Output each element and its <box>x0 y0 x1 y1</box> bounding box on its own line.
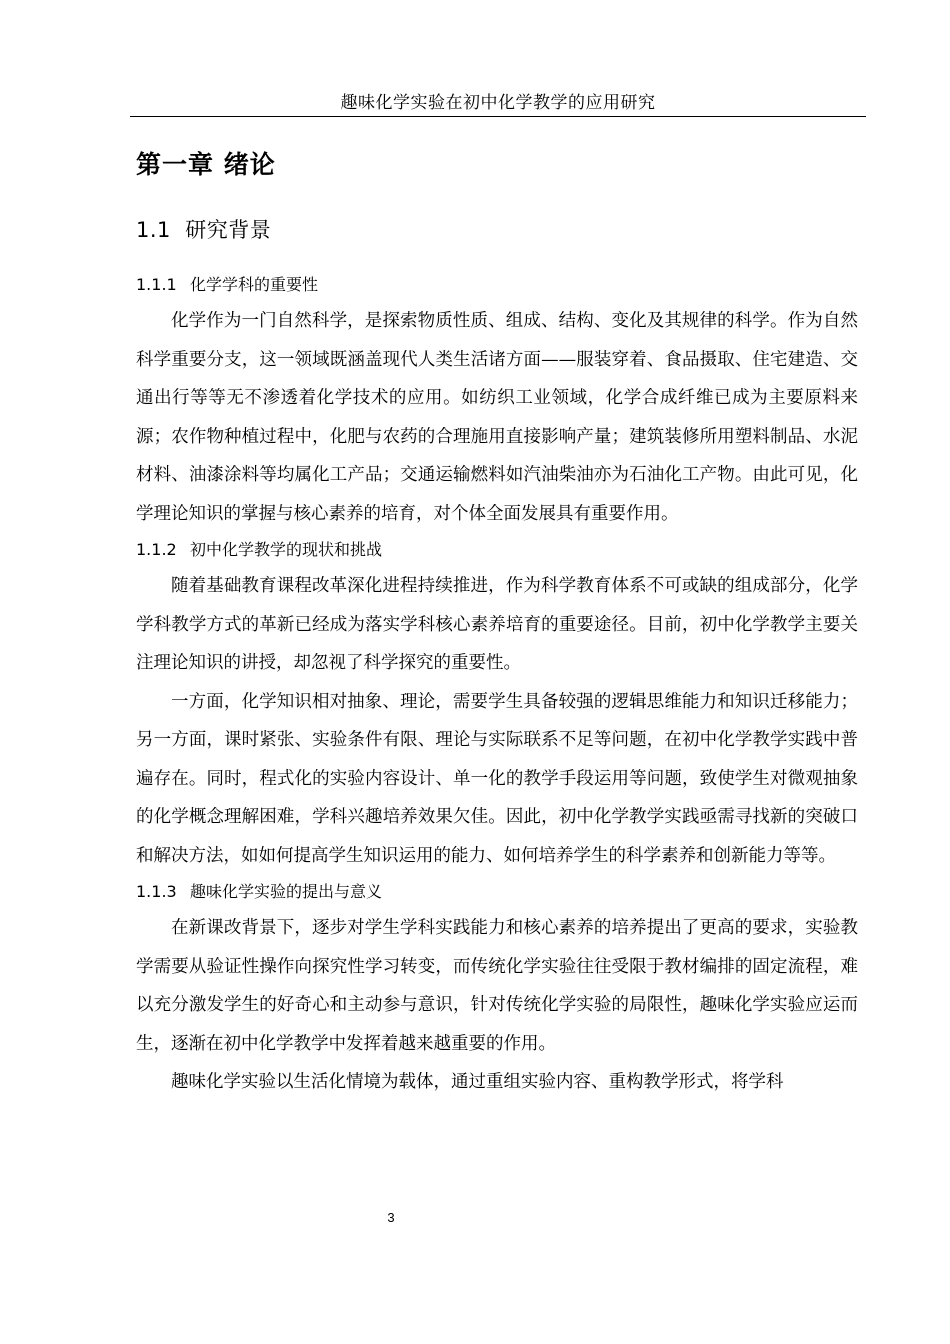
header-rule <box>130 116 866 117</box>
subsection-title: 初中化学教学的现状和挑战 <box>190 540 383 559</box>
subsection-heading-3 <box>136 875 858 909</box>
subsection-number: 1.1.2 <box>136 540 177 559</box>
section-number: 1.1 <box>136 218 171 242</box>
subsection-title: 趣味化学实验的提出与意义 <box>190 882 383 901</box>
subsection-heading-2 <box>136 533 858 567</box>
paragraph: 趣味化学实验以生活化情境为载体，通过重组实验内容、重构教学形式，将学科 <box>171 1072 784 1092</box>
page-number: 3 <box>387 1210 395 1225</box>
subsection-heading-1 <box>136 268 858 302</box>
paragraph: 一方面，化学知识相对抽象、理论，需要学生具备较强的逻辑思维能力和知识迁移能力；另一方面，课时紧张、实验条件有限、理论与实际联系不足等问题，在初中化学教学实践中普遍存在。同时，程式化的实验内容设计、单一化的教学手段运用等问题，致使学生对微观抽象的化学概念理解困难，学科兴趣培养效果欠佳。因此，初中化学教学实践亟需寻找新的突破口和解决方法，如如何提高学生知识运用的能力、如何培养学生的科学素养和创新能力等等。 <box>136 691 858 866</box>
subsection-title: 化学学科的重要性 <box>190 275 319 294</box>
section-title: 研究背景 <box>185 218 272 242</box>
section-heading <box>136 192 858 268</box>
subsection-number: 1.1.1 <box>136 275 177 294</box>
page-content <box>136 138 858 1102</box>
paragraph: 化学作为一门自然科学，是探索物质性质、组成、结构、变化及其规律的科学。作为自然科学重要分支，这一领域既涵盖现代人类生活诸方面——服装穿着、食品摄取、住宅建造、交通出行等等无不渗透着化学技术的应用。如纺织工业领域，化学合成纤维已成为主要原料来源；农作物种植过程中，化肥与农药的合理施用直接影响产量；建筑装修所用塑料制品、水泥材料、油漆涂料等均属化工产品；交通运输燃料如汽油柴油亦为石油化工产物。由此可见，化学理论知识的掌握与核心素养的培育，对个体全面发展具有重要作用。 <box>136 311 858 524</box>
paragraph: 在新课改背景下，逐步对学生学科实践能力和核心素养的培养提出了更高的要求，实验教学需要从验证性操作向探究性学习转变，而传统化学实验往往受限于教材编排的固定流程，难以充分激发学生的好奇心和主动参与意识，针对传统化学实验的局限性，趣味化学实验应运而生，逐渐在初中化学教学中发挥着越来越重要的作用。 <box>136 918 858 1054</box>
running-header: 趣味化学实验在初中化学教学的应用研究 <box>340 93 656 113</box>
paragraph: 随着基础教育课程改革深化进程持续推进，作为科学教育体系不可或缺的组成部分，化学学科教学方式的革新已经成为落实学科核心素养培育的重要途径。目前，初中化学教学主要关注理论知识的讲授，却忽视了科学探究的重要性。 <box>136 576 858 673</box>
subsection-number: 1.1.3 <box>136 882 177 901</box>
chapter-title: 第一章 绪论 <box>136 150 276 179</box>
